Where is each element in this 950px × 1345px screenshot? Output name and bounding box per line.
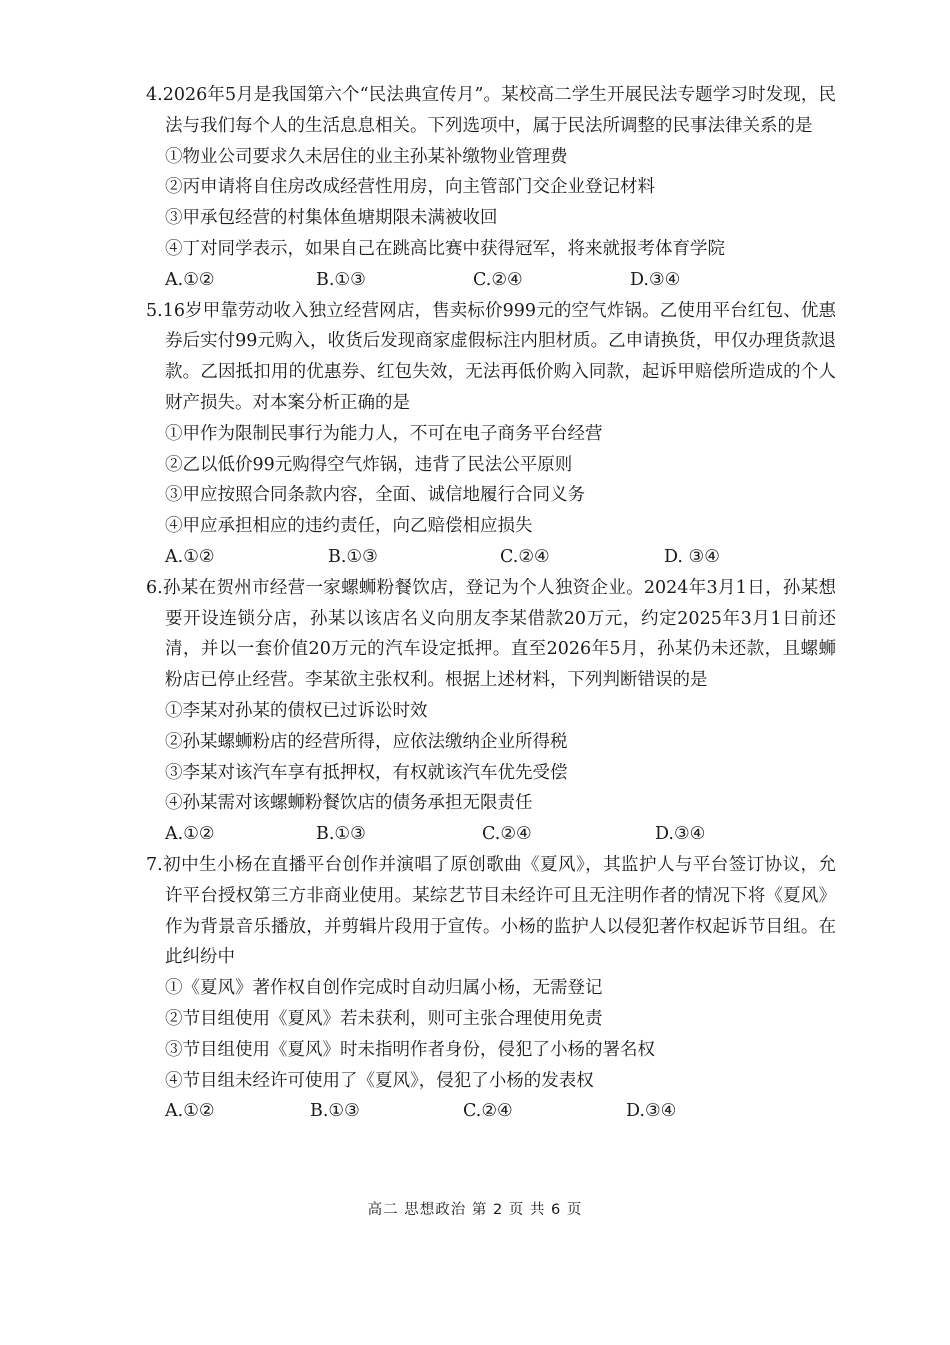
statement-4: ④甲应承担相应的违约责任，向乙赔偿相应损失 [165,516,533,537]
option-d: D.③④ [630,269,681,290]
page-footer: 高二 思想政治 第 2 页 共 6 页 [367,1202,583,1218]
option-d: D.③④ [626,1101,677,1122]
option-a: A.①② [165,546,215,567]
question-4 [146,80,836,296]
option-b: B.①③ [316,269,366,290]
question-5 [146,296,836,573]
answer-options [146,819,836,850]
option-d: D. ③④ [664,546,720,567]
statement-1: ①李某对孙某的债权已过诉讼时效 [165,700,428,721]
statement-2: ②丙申请将自住房改成经营性用房，向主管部门交企业登记材料 [165,177,655,198]
question-stem: 4.2026年5月是我国第六个“民法典宣传月”。某校高二学生开展民法专题学习时发现，民法与我们每个人的生活息息相关。下列选项中，属于民法所调整的民事法律关系的是 [146,85,836,136]
statement-2: ②乙以低价99元购得空气炸锅，违背了民法公平原则 [165,454,573,475]
statement-3: ③甲应按照合同条款内容，全面、诚信地履行合同义务 [165,485,585,506]
option-a: A.①② [165,1101,215,1122]
statement-4: ④丁对同学表示，如果自己在跳高比赛中获得冠军，将来就报考体育学院 [165,238,725,259]
option-c: C.②④ [463,1101,513,1122]
question-list [146,80,836,1127]
statement-4: ④孙某需对该螺蛳粉餐饮店的债务承担无限责任 [165,793,533,814]
option-a: A.①② [165,269,215,290]
statement-3: ③甲承包经营的村集体鱼塘期限未满被收回 [165,208,498,229]
option-b: B.①③ [328,546,378,567]
statement-2: ②节目组使用《夏风》若未获利，则可主张合理使用免责 [165,1008,603,1029]
option-b: B.①③ [316,824,366,845]
statement-1: ①物业公司要求久未居住的业主孙某补缴物业管理费 [165,146,568,167]
option-d: D.③④ [655,824,706,845]
option-c: C.②④ [482,824,532,845]
statement-3: ③李某对该汽车享有抵押权，有权就该汽车优先受偿 [165,762,568,783]
question-stem: 5.16岁甲靠劳动收入独立经营网店，售卖标价999元的空气炸锅。乙使用平台红包、优惠券后实付99元购入，收货后发现商家虚假标注内胆材质。乙申请换货，甲仅办理货款退款。乙因抵扣用的优惠券、红包失效，无法再低价购入同款，起诉甲赔偿所造成的个人财产损失。对本案分析正确的是 [146,300,836,413]
question-6 [146,573,836,850]
statement-1: ①《夏风》著作权自创作完成时自动归属小杨，无需登记 [165,978,603,999]
statement-2: ②孙某螺蛳粉店的经营所得，应依法缴纳企业所得税 [165,731,568,752]
answer-options [146,1096,836,1127]
option-b: B.①③ [310,1101,360,1122]
statement-4: ④节目组未经许可使用了《夏风》，侵犯了小杨的发表权 [165,1070,594,1091]
answer-options [146,542,836,573]
question-stem: 6.孙某在贺州市经营一家螺蛳粉餐饮店，登记为个人独资企业。2024年3月1日，孙某想要开设连锁分店，孙某以该店名义向朋友李某借款20万元，约定2025年3月1日前还清，并以一套价值20万元的汽车设定抵押。直至2026年5月，孙某仍未还款，且螺蛳粉店已停止经营。李某欲主张权利。根据上述材料，下列判断错误的是 [146,577,836,691]
question-7 [146,850,836,1127]
question-stem: 7.初中生小杨在直播平台创作并演唱了原创歌曲《夏风》，其监护人与平台签订协议，允许平台授权第三方非商业使用。某综艺节目未经许可且无注明作者的情况下将《夏风》作为背景音乐播放，并剪辑片段用于宣传。小杨的监护人以侵犯著作权起诉节目组。在此纠纷中 [146,854,836,968]
statement-3: ③节目组使用《夏风》时未指明作者身份，侵犯了小杨的署名权 [165,1039,655,1060]
option-c: C.②④ [473,269,523,290]
option-a: A.①② [165,824,215,845]
option-c: C.②④ [500,546,550,567]
statement-1: ①甲作为限制民事行为能力人，不可在电子商务平台经营 [165,423,603,444]
answer-options [146,265,836,296]
